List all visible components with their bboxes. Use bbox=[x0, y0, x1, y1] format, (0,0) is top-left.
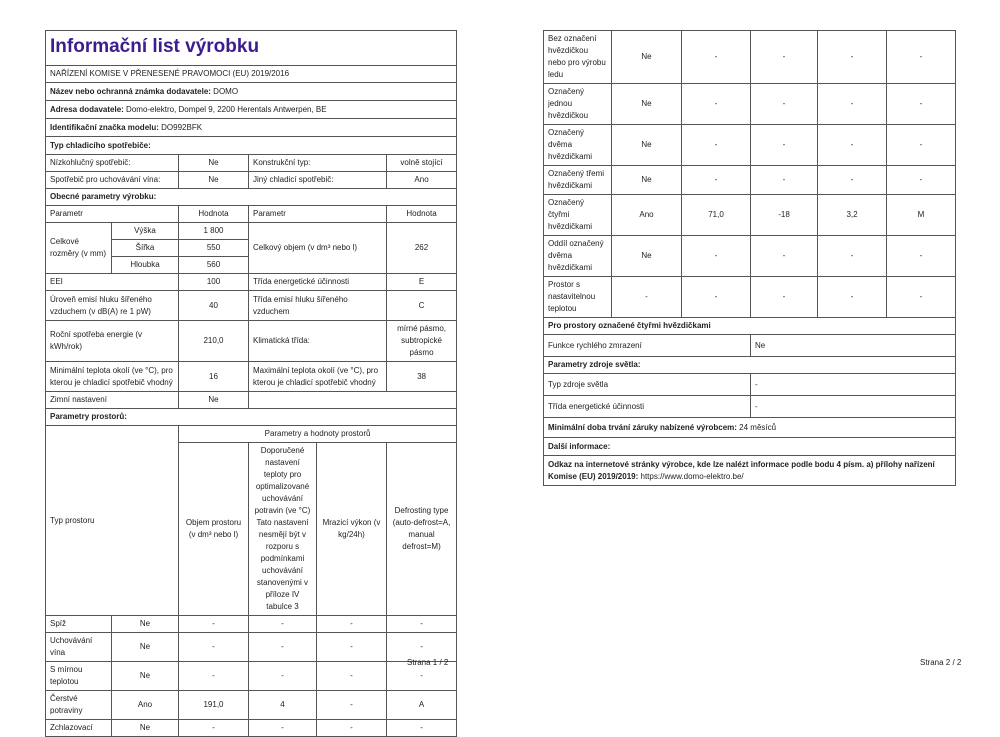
compartment-name: S mírnou teplotou bbox=[46, 662, 112, 691]
info-table-page-1 bbox=[45, 30, 457, 737]
compartment-name: Prostor s nastavitelnou teplotou bbox=[544, 277, 612, 318]
compartment-volume: - bbox=[179, 616, 249, 633]
compartment-freeze: - bbox=[818, 166, 887, 195]
wine-value: Ne bbox=[179, 172, 249, 189]
model-label: Identifikační značka modelu: bbox=[50, 122, 159, 132]
compartment-freeze: - bbox=[317, 662, 387, 691]
compartment-defrost: - bbox=[887, 236, 956, 277]
light-class-value: - bbox=[751, 396, 956, 418]
compartment-freeze: - bbox=[818, 236, 887, 277]
light-type-label: Typ zdroje světla bbox=[544, 374, 751, 396]
param-header-2: Parametr bbox=[249, 206, 387, 223]
compartment-defrost: A bbox=[387, 691, 457, 720]
energy-class-label: Třída energetické účinnosti bbox=[249, 274, 387, 291]
compartment-temp: - bbox=[751, 31, 818, 84]
compartment-defrost: - bbox=[387, 720, 457, 737]
compartment-row bbox=[544, 166, 956, 195]
compartment-present: Ne bbox=[112, 662, 179, 691]
compartment-name: Bez označení hvězdičkou nebo pro výrobu ledu bbox=[544, 31, 612, 84]
compartment-defrost: - bbox=[387, 633, 457, 662]
overall-dims-label: Celkové rozměry (v mm) bbox=[46, 223, 112, 274]
compartment-volume: - bbox=[179, 662, 249, 691]
compartment-name: Zchlazovací bbox=[46, 720, 112, 737]
compartment-volume: - bbox=[179, 720, 249, 737]
compartment-temp: 4 bbox=[249, 691, 317, 720]
compartment-temp: - bbox=[249, 720, 317, 737]
compartment-present: Ne bbox=[612, 125, 682, 166]
noise-label: Úroveň emisí hluku šířeného vzduchem (v dB(A) re 1 pW) bbox=[46, 291, 179, 321]
design-type-value: volně stojící bbox=[387, 155, 457, 172]
eei-value: 100 bbox=[179, 274, 249, 291]
compartment-freeze: - bbox=[818, 125, 887, 166]
compartment-volume: - bbox=[682, 236, 751, 277]
compartment-name: Označený třemi hvězdičkami bbox=[544, 166, 612, 195]
compartment-freeze: - bbox=[317, 691, 387, 720]
climate-class-value: mírné pásmo, subtropické pásmo bbox=[387, 321, 457, 362]
compartment-temp: - bbox=[751, 166, 818, 195]
total-volume-value: 262 bbox=[387, 223, 457, 274]
compartment-temp: -18 bbox=[751, 195, 818, 236]
compartment-defrost: - bbox=[887, 166, 956, 195]
volume-header: Objem prostoru (v dm³ nebo l) bbox=[179, 443, 249, 616]
compartment-row bbox=[544, 236, 956, 277]
supplier-name-row bbox=[46, 83, 457, 101]
page-1 bbox=[45, 30, 456, 737]
warranty-row bbox=[544, 418, 956, 438]
winter-value: Ne bbox=[179, 392, 249, 409]
regulation-text: NAŘÍZENÍ KOMISE V PŘENESENÉ PRAVOMOCI (EU) 2019/2016 bbox=[46, 66, 457, 83]
compartment-temp: - bbox=[751, 125, 818, 166]
noise-class-label: Třída emisí hluku šířeného vzduchem bbox=[249, 291, 387, 321]
compartment-volume: - bbox=[682, 277, 751, 318]
eei-label: EEI bbox=[46, 274, 179, 291]
compartment-defrost: - bbox=[887, 84, 956, 125]
compartment-temp: - bbox=[249, 633, 317, 662]
compartment-defrost: - bbox=[887, 125, 956, 166]
compartment-present: Ne bbox=[612, 236, 682, 277]
compartment-defrost: - bbox=[387, 616, 457, 633]
general-params-label: Obecné parametry výrobku: bbox=[46, 189, 457, 206]
compartment-temp: - bbox=[751, 277, 818, 318]
compartment-freeze: - bbox=[317, 616, 387, 633]
compartment-temp: - bbox=[751, 236, 818, 277]
height-label: Výška bbox=[112, 223, 179, 240]
compartment-name: Označený jednou hvězdičkou bbox=[544, 84, 612, 125]
height-value: 1 800 bbox=[179, 223, 249, 240]
page-number-1: Strana 1 / 2 bbox=[407, 658, 449, 667]
max-temp-value: 38 bbox=[387, 362, 457, 392]
compartment-freeze: - bbox=[818, 84, 887, 125]
manufacturer-link[interactable]: https://www.domo-elektro.be/ bbox=[640, 471, 744, 481]
width-label: Šířka bbox=[112, 240, 179, 257]
page-2 bbox=[543, 30, 955, 486]
width-value: 550 bbox=[179, 240, 249, 257]
light-class-label: Třída energetické účinnosti bbox=[544, 396, 751, 418]
winter-label: Zimní nastavení bbox=[46, 392, 179, 409]
compartment-present: Ne bbox=[112, 720, 179, 737]
compartment-row bbox=[544, 84, 956, 125]
warranty-label: Minimální doba trvání záruky nabízené výrobcem: bbox=[548, 422, 737, 432]
energy-class-value: E bbox=[387, 274, 457, 291]
noise-value: 40 bbox=[179, 291, 249, 321]
model-row bbox=[46, 119, 457, 137]
annual-energy-value: 210,0 bbox=[179, 321, 249, 362]
freeze-header: Mrazicí výkon (v kg/24h) bbox=[317, 443, 387, 616]
temp-header: Doporučené nastavení teploty pro optimalizované uchovávání potravin (ve °C) Tato nastavení nesmějí být v rozporu s podmínkami uchovávání stanovenými v příloze IV tabulce 3 bbox=[249, 443, 317, 616]
defrost-header: Defrosting type (auto-defrost=A, manual defrost=M) bbox=[387, 443, 457, 616]
compartment-name: Oddíl označený dvěma hvězdičkami bbox=[544, 236, 612, 277]
compartment-freeze: - bbox=[818, 31, 887, 84]
max-temp-label: Maximální teplota okolí (ve °C), pro kterou je chladicí spotřebič vhodný bbox=[249, 362, 387, 392]
compartment-volume: - bbox=[682, 84, 751, 125]
link-label: Odkaz na internetové stránky výrobce, kde lze nalézt informace podle bodu 4 písm. a) přílohy nařízení Komise (EU) 2019/2019: bbox=[548, 459, 935, 481]
compartment-params-label: Parametry prostorů: bbox=[46, 409, 457, 426]
depth-label: Hloubka bbox=[112, 257, 179, 274]
compartment-name: Označený dvěma hvězdičkami bbox=[544, 125, 612, 166]
supplier-address-row bbox=[46, 101, 457, 119]
supplier-address-label: Adresa dodavatele: bbox=[50, 104, 124, 114]
compartment-freeze: 3,2 bbox=[818, 195, 887, 236]
compartment-freeze: - bbox=[317, 633, 387, 662]
link-row bbox=[544, 456, 956, 486]
design-type-label: Konstrukční typ: bbox=[249, 155, 387, 172]
wine-label: Spotřebič pro uchovávání vína: bbox=[46, 172, 179, 189]
compartment-present: Ano bbox=[612, 195, 682, 236]
empty-cell bbox=[249, 392, 457, 409]
compartment-volume: - bbox=[682, 166, 751, 195]
info-table-page-2 bbox=[543, 30, 956, 486]
compartment-name: Spíž bbox=[46, 616, 112, 633]
compartment-volume: 71,0 bbox=[682, 195, 751, 236]
compartment-row bbox=[46, 691, 457, 720]
compartment-volume: - bbox=[682, 31, 751, 84]
compartment-freeze: - bbox=[317, 720, 387, 737]
min-temp-value: 16 bbox=[179, 362, 249, 392]
compartment-defrost: - bbox=[387, 662, 457, 691]
compartment-volume: - bbox=[682, 125, 751, 166]
compartment-name: Označený čtyřmi hvězdičkami bbox=[544, 195, 612, 236]
fast-freeze-value: Ne bbox=[751, 335, 956, 357]
min-temp-label: Minimální teplota okolí (ve °C), pro kterou je chladicí spotřebič vhodný bbox=[46, 362, 179, 392]
depth-value: 560 bbox=[179, 257, 249, 274]
supplier-name-label: Název nebo ochranná známka dodavatele: bbox=[50, 86, 211, 96]
compartment-temp: - bbox=[249, 662, 317, 691]
compartment-defrost: - bbox=[887, 277, 956, 318]
compartment-temp: - bbox=[249, 616, 317, 633]
additional-label: Další informace: bbox=[544, 438, 956, 456]
low-noise-label: Nízkohlučný spotřebič: bbox=[46, 155, 179, 172]
page-number-2: Strana 2 / 2 bbox=[920, 658, 962, 667]
compartment-present: Ano bbox=[112, 691, 179, 720]
compartment-defrost: M bbox=[887, 195, 956, 236]
compartment-freeze: - bbox=[818, 277, 887, 318]
compartment-present: - bbox=[612, 277, 682, 318]
page-title: Informační list výrobku bbox=[46, 31, 457, 66]
four-star-label: Pro prostory označené čtyřmi hvězdičkami bbox=[544, 318, 956, 335]
compartment-present: Ne bbox=[612, 84, 682, 125]
compartment-name: Čerstvé potraviny bbox=[46, 691, 112, 720]
light-params-label: Parametry zdroje světla: bbox=[544, 357, 956, 374]
supplier-address: Domo-elektro, Dompel 9, 2200 Herentals Antwerpen, BE bbox=[126, 104, 327, 114]
supplier-name: DOMO bbox=[213, 86, 239, 96]
compartment-type-header: Typ prostoru bbox=[46, 426, 179, 616]
compartment-row bbox=[544, 195, 956, 236]
compartments-body-p2 bbox=[544, 31, 956, 318]
compartment-row bbox=[544, 277, 956, 318]
value-header-2: Hodnota bbox=[387, 206, 457, 223]
noise-class-value: C bbox=[387, 291, 457, 321]
compartment-present: Ne bbox=[112, 616, 179, 633]
compartment-volume: - bbox=[179, 633, 249, 662]
param-header: Parametr bbox=[46, 206, 179, 223]
compartment-defrost: - bbox=[887, 31, 956, 84]
model: DO992BFK bbox=[161, 122, 203, 132]
climate-class-label: Klimatická třída: bbox=[249, 321, 387, 362]
compartments-body-p1 bbox=[46, 616, 457, 737]
compartment-volume: 191,0 bbox=[179, 691, 249, 720]
compartment-params-header: Parametry a hodnoty prostorů bbox=[179, 426, 457, 443]
compartment-present: Ne bbox=[612, 166, 682, 195]
appliance-type-label: Typ chladicího spotřebiče: bbox=[46, 137, 457, 155]
other-label: Jiný chladicí spotřebič: bbox=[249, 172, 387, 189]
value-header: Hodnota bbox=[179, 206, 249, 223]
compartment-present: Ne bbox=[112, 633, 179, 662]
compartment-row bbox=[46, 662, 457, 691]
other-value: Ano bbox=[387, 172, 457, 189]
warranty-value: 24 měsíců bbox=[739, 422, 777, 432]
compartment-present: Ne bbox=[612, 31, 682, 84]
low-noise-value: Ne bbox=[179, 155, 249, 172]
annual-energy-label: Roční spotřeba energie (v kWh/rok) bbox=[46, 321, 179, 362]
compartment-row bbox=[46, 616, 457, 633]
compartment-row bbox=[46, 633, 457, 662]
fast-freeze-label: Funkce rychlého zmrazení bbox=[544, 335, 751, 357]
compartment-row bbox=[544, 31, 956, 84]
compartment-row bbox=[544, 125, 956, 166]
compartment-name: Uchovávání vína bbox=[46, 633, 112, 662]
compartment-row bbox=[46, 720, 457, 737]
total-volume-label: Celkový objem (v dm³ nebo l) bbox=[249, 223, 387, 274]
light-type-value: - bbox=[751, 374, 956, 396]
compartment-temp: - bbox=[751, 84, 818, 125]
